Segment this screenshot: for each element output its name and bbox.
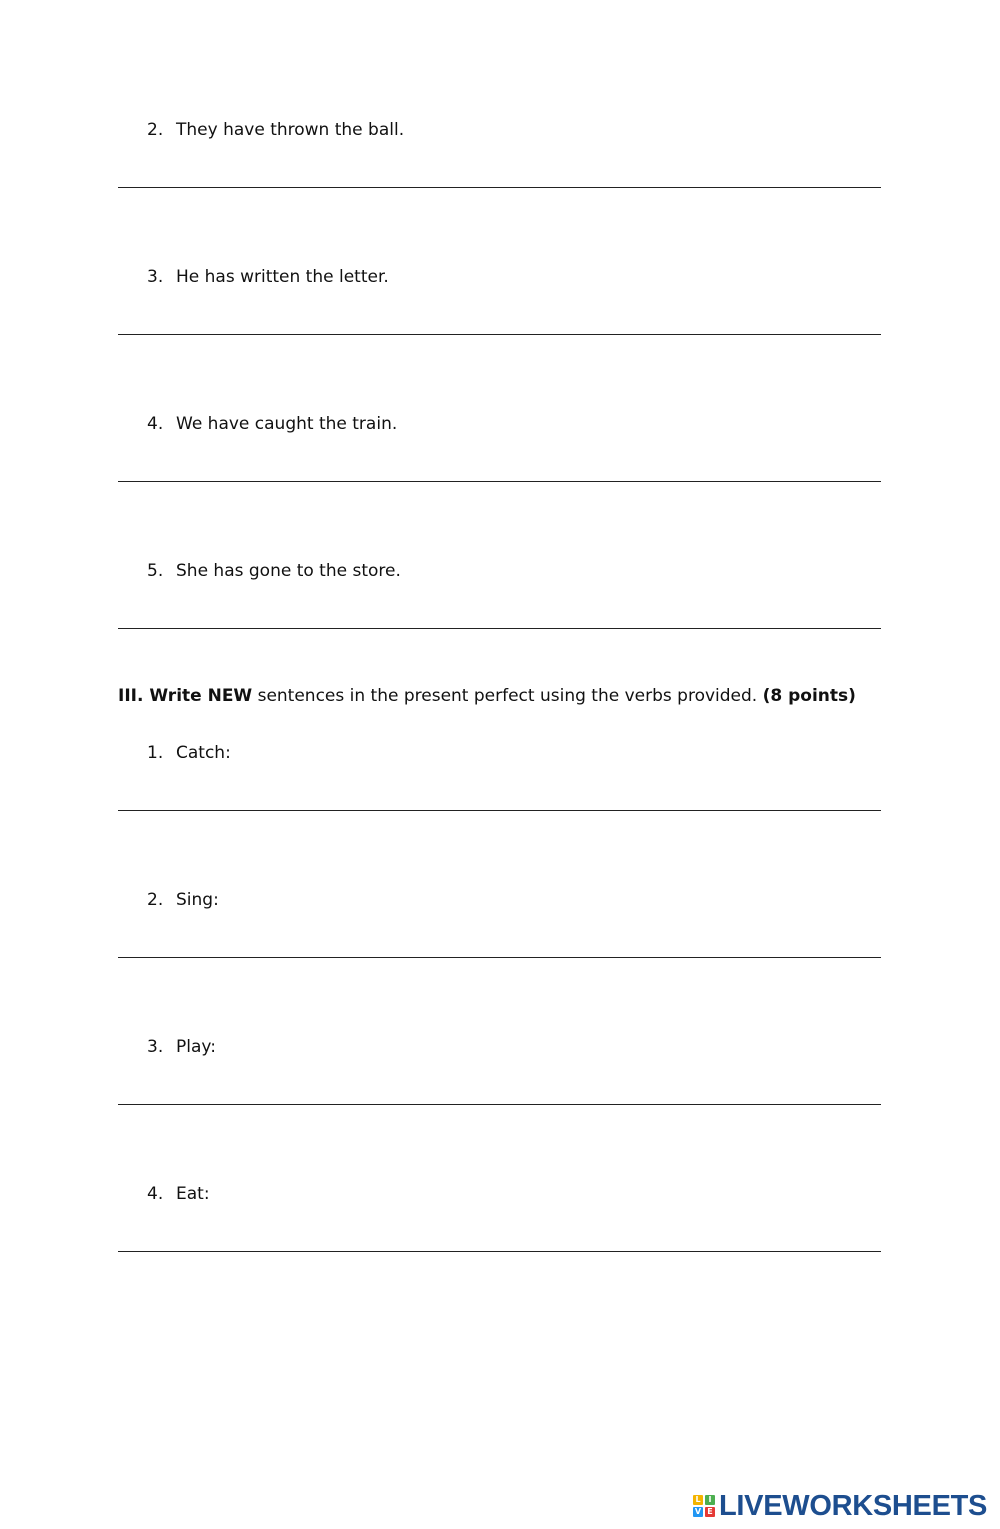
sentence-item [147,119,404,141]
item-number: 5. [147,561,164,581]
sentence-item [147,266,389,288]
section-heading [118,685,856,707]
logo-text: LIVEWORKSHEETS [719,1489,988,1522]
verb-item [147,889,219,911]
logo-mark-cell: L [693,1495,703,1505]
item-text: They have thrown the ball. [176,120,405,140]
item-number: 3. [147,1037,164,1057]
verb-item [147,1183,210,1205]
liveworksheets-logo [693,1490,987,1522]
item-number: 2. [147,890,164,910]
item-text: Play: [176,1037,216,1057]
item-text: Eat: [176,1184,210,1204]
sentence-item [147,560,401,582]
answer-line[interactable] [118,187,881,188]
answer-line[interactable] [118,334,881,335]
answer-line[interactable] [118,628,881,629]
verb-item [147,1036,216,1058]
item-text: Sing: [176,890,219,910]
heading-points: (8 points) [762,686,856,706]
logo-mark-icon [693,1495,715,1517]
logo-mark-cell: I [705,1495,715,1505]
item-number: 2. [147,120,164,140]
item-text: She has gone to the store. [176,561,401,581]
logo-mark-cell: E [705,1507,715,1517]
answer-line[interactable] [118,1104,881,1105]
sentence-item [147,413,397,435]
verb-item [147,742,231,764]
item-number: 1. [147,743,164,763]
item-number: 3. [147,267,164,287]
item-text: He has written the letter. [176,267,389,287]
answer-line[interactable] [118,957,881,958]
item-text: Catch: [176,743,231,763]
heading-bold-lead: III. Write NEW [118,686,253,706]
heading-instructions: sentences in the present perfect using the verbs provided. [252,686,763,706]
logo-mark-cell: V [694,1507,702,1516]
answer-line[interactable] [118,1251,881,1252]
item-text: We have caught the train. [176,414,398,434]
item-number: 4. [147,1184,164,1204]
answer-line[interactable] [118,481,881,482]
item-number: 4. [147,414,164,434]
answer-line[interactable] [118,810,881,811]
